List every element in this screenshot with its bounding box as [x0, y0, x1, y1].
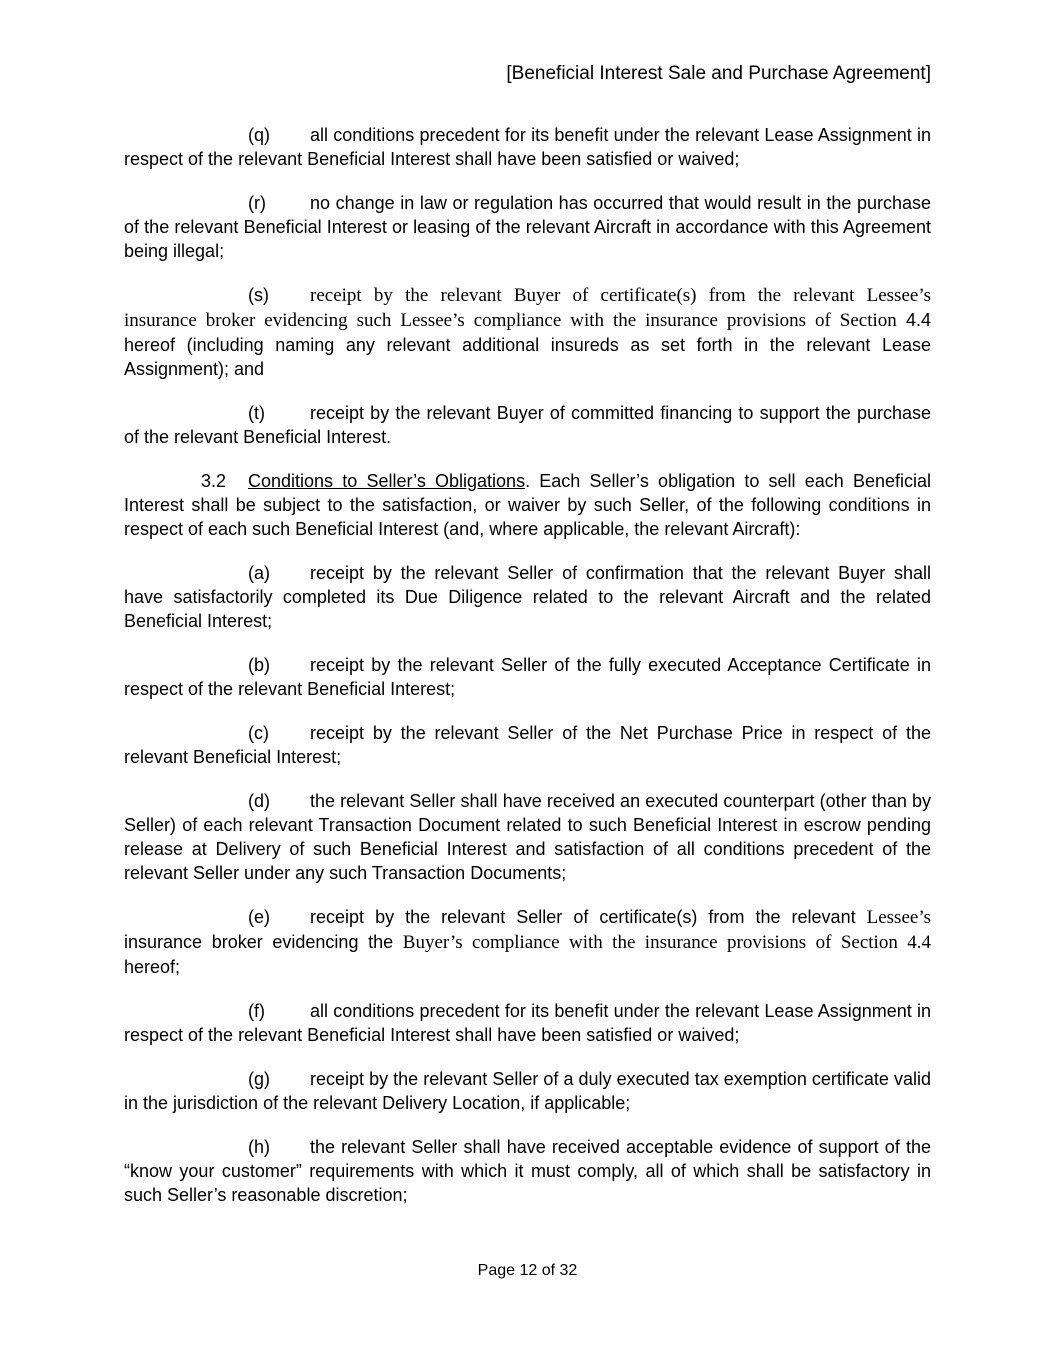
clause-number: (g) [248, 1069, 270, 1089]
clause-text: no change in law or regulation has occurred that would result in the purchase of the relevant Beneficial Interest or leasing of the relevant Aircraft in accordance with this Agreement being illegal; [124, 193, 931, 261]
clause-number: (a) [248, 563, 270, 583]
clause-text: the relevant Seller shall have received an executed counterpart (other than by Seller) of each relevant Transaction Document related to such Beneficial Interest in escrow pending release at Delivery of such Beneficial Interest and satisfaction of all conditions precedent of the relevant Seller under any such Transaction Documents; [124, 791, 931, 883]
clause-d [124, 789, 931, 885]
clause-text: the relevant Seller shall have received acceptable evidence of support of the “know your customer” requirements with which it must comply, all of which shall be satisfactory in such Seller’s reasonable discretion; [124, 1137, 931, 1205]
clause-text-2: insurance broker evidencing the [124, 932, 403, 952]
clause-number: (c) [248, 723, 269, 743]
clause-text: all conditions precedent for its benefit under the relevant Lease Assignment in respect of the relevant Beneficial Interest shall have been satisfied or waived; [124, 125, 931, 169]
clause-e [124, 905, 931, 979]
clause-text: receipt by the relevant Buyer of committed financing to support the purchase of the relevant Beneficial Interest. [124, 403, 931, 447]
clause-number: (s) [248, 285, 269, 305]
clause-text-serif: receipt by the relevant Buyer of certificate(s) from the relevant Lessee’s insurance broker evidencing such Lessee’s compliance with the insurance provisions of Section [124, 285, 931, 331]
clause-text: all conditions precedent for its benefit under the relevant Lease Assignment in respect of the relevant Beneficial Interest shall have been satisfied or waived; [124, 1001, 931, 1045]
clause-g [124, 1067, 931, 1115]
clause-text: receipt by the relevant Seller of a duly executed tax exemption certificate valid in the jurisdiction of the relevant Delivery Location, if applicable; [124, 1069, 931, 1113]
section-heading: Conditions to Seller’s Obligations [248, 471, 526, 491]
clause-r [124, 191, 931, 263]
clause-number: (t) [248, 403, 265, 423]
clause-s [124, 283, 931, 381]
clause-text-serif: Lessee’s [866, 907, 931, 928]
clause-text: 4.4 hereof (including naming any relevant additional insureds as set forth in the relevant Lease Assignment); and [124, 310, 931, 379]
section-number: 3.2 [201, 471, 227, 491]
clause-number: (h) [248, 1137, 270, 1157]
page-number: Page 12 of 32 [477, 1262, 578, 1279]
clause-number: (b) [248, 655, 270, 675]
document-header: [Beneficial Interest Sale and Purchase Agreement] [506, 63, 931, 84]
clause-text: receipt by the relevant Seller of the Net Purchase Price in respect of the relevant Beneficial Interest; [124, 723, 931, 767]
section-3-2 [124, 469, 931, 541]
clause-t [124, 401, 931, 449]
clause-text: receipt by the relevant Seller of confirmation that the relevant Buyer shall have satisfactorily completed its Due Diligence related to the relevant Aircraft and the related Beneficial Interest; [124, 563, 931, 631]
clause-f [124, 999, 931, 1047]
section-text: . Each Seller’s obligation to sell each Beneficial Interest shall be subject to the satisfaction, or waiver by such Seller, of the following conditions in respect of each such Beneficial Interest (and, where applicable, the relevant Aircraft): [124, 471, 932, 539]
document-body [124, 123, 931, 1227]
clause-a [124, 561, 931, 633]
clause-number: (r) [248, 193, 266, 213]
clause-text: receipt by the relevant Seller of the fully executed Acceptance Certificate in respect of the relevant Beneficial Interest; [124, 655, 931, 699]
clause-number: (q) [248, 125, 270, 145]
clause-text-serif-2: Buyer’s compliance with the insurance provisions of Section 4.4 [402, 932, 931, 953]
clause-q [124, 123, 931, 171]
clause-text-3: hereof; [124, 957, 181, 977]
clause-number: (f) [248, 1001, 265, 1021]
clause-b [124, 653, 931, 701]
clause-h [124, 1135, 931, 1207]
clause-number: (d) [248, 791, 270, 811]
clause-number: (e) [248, 907, 270, 927]
clause-c [124, 721, 931, 769]
clause-text: receipt by the relevant Seller of certificate(s) from the relevant [310, 907, 867, 927]
